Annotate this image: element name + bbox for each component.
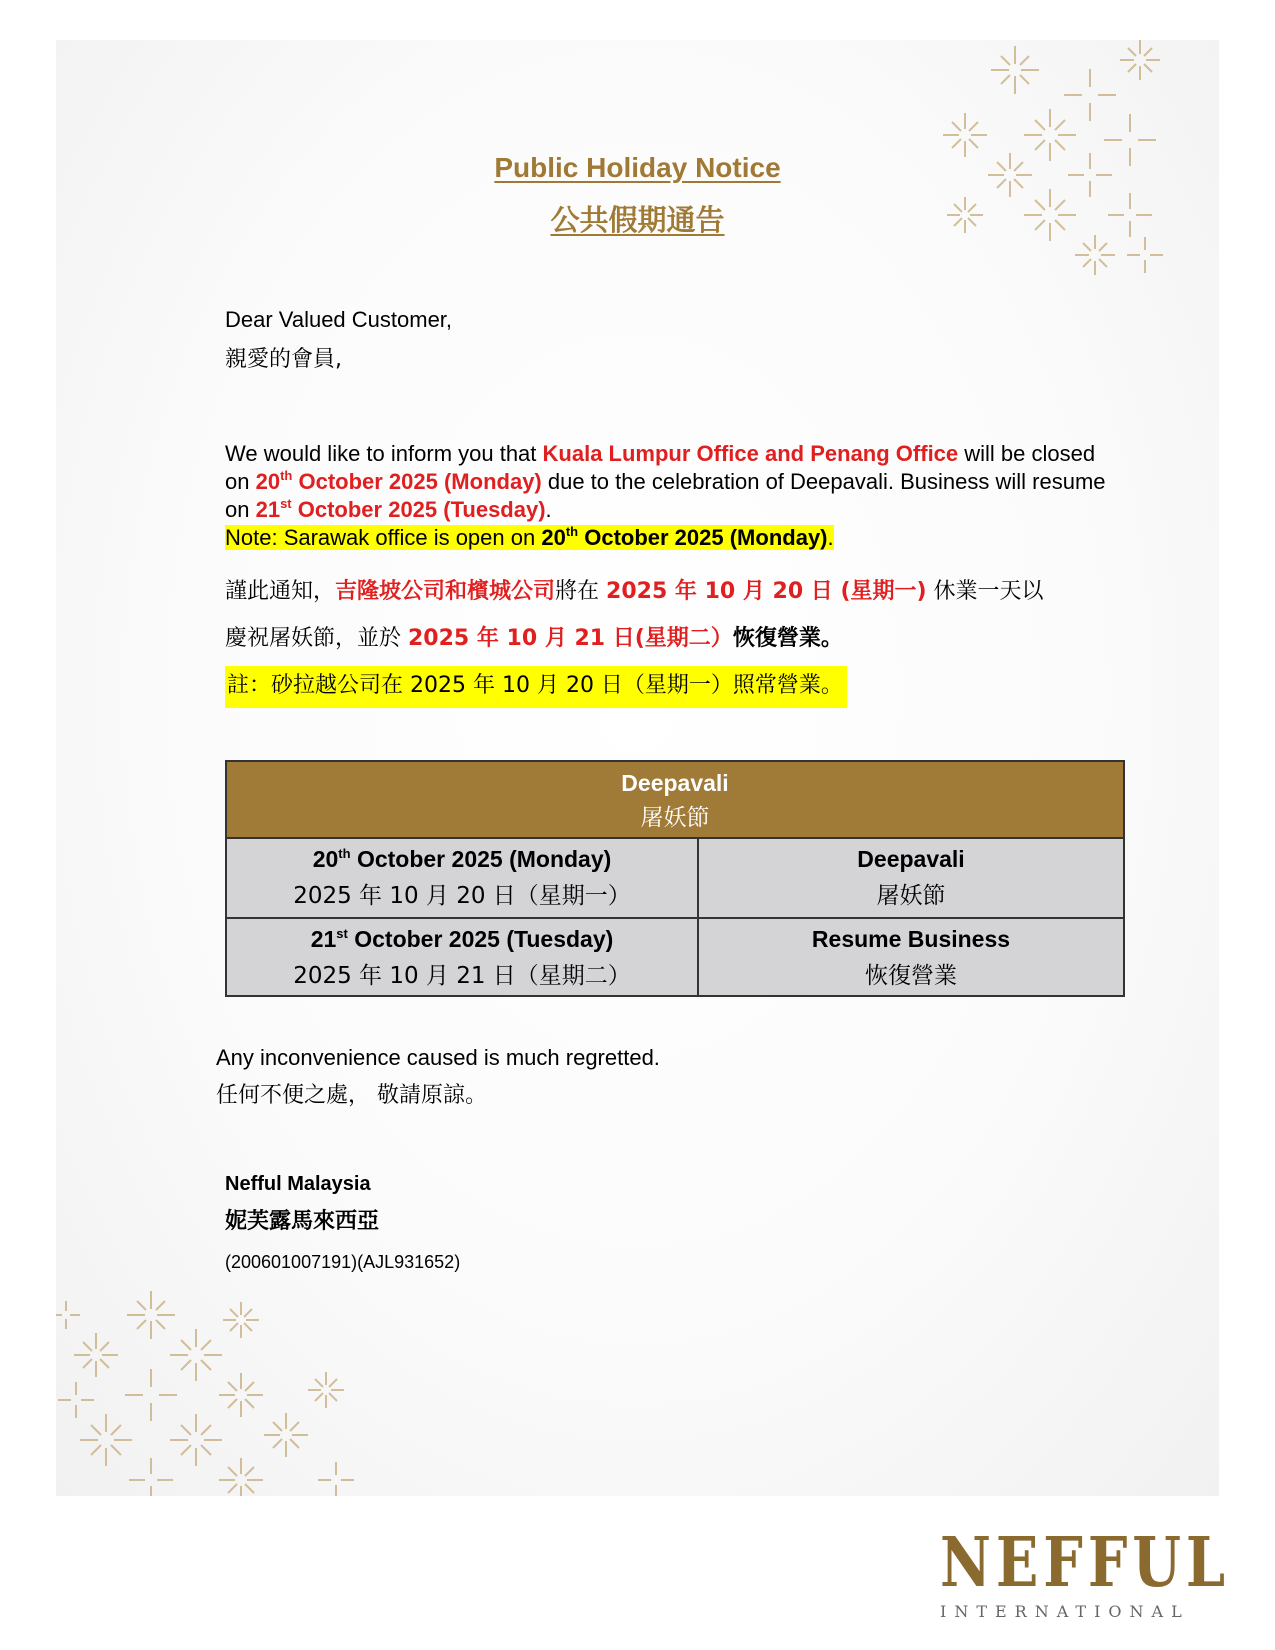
table-row — [227, 839, 1123, 917]
resume-date: 21st October 2025 (Tuesday) — [255, 496, 546, 522]
notice-paragraph-zh-line1: 謹此通知，吉隆坡公司和檳城公司將在 2025 年 10 月 20 日 (星期一) 休業一天以 — [225, 579, 1044, 604]
notice-title-en: Public Holiday Notice — [494, 152, 781, 183]
table-cell-date: 21st October 2025 (Tuesday) 2025 年 10 月 21 日（星期二） — [227, 919, 699, 995]
table-cell-date: 20th October 2025 (Monday) 2025 年 10 月 20 日（星期一） — [227, 839, 699, 917]
table-row — [227, 917, 1123, 995]
company-registration: (200601007191)(AJL931652) — [225, 1252, 461, 1272]
closing-zh: 任何不便之處， 敬請原諒。 — [216, 1083, 487, 1108]
notice-title-zh: 公共假期通告 — [550, 203, 725, 237]
table-cell-event: Deepavali 屠妖節 — [857, 846, 965, 909]
offices-highlight: Kuala Lumpur Office and Penang Office — [542, 441, 959, 466]
holiday-table — [225, 760, 1125, 997]
table-cell-event: Resume Business 恢復營業 — [811, 926, 1011, 989]
notice-paragraph-zh-line2: 慶祝屠妖節，並於 2025 年 10 月 21 日(星期二）恢復營業。 — [225, 626, 843, 651]
sparkle-decoration-bottom-left — [56, 1290, 366, 1496]
nefful-logo: NEFFUL INTERNATIONAL — [940, 1523, 1230, 1621]
company-name-en: Nefful Malaysia — [225, 1173, 371, 1195]
company-name-zh: 妮芙露馬來西亞 — [225, 1209, 380, 1234]
sarawak-note-zh: 註：砂拉越公司在 2025 年 10 月 20 日（星期一）照常營業。 — [225, 666, 847, 708]
greeting-en: Dear Valued Customer, — [225, 307, 453, 332]
table-header: Deepavali 屠妖節 — [227, 762, 1123, 839]
greeting-zh: 親愛的會員, — [225, 347, 342, 372]
sarawak-note-en: Note: Sarawak office is open on 20th October 2025 (Monday). — [225, 524, 834, 550]
notice-paragraph-en: We would like to inform you that Kuala Lumpur Office and Penang Office will be closed on 20th October 2025 (Monday) due to the celebration of Deepavali. Business will resume on 21st October 2025 (Tuesday). Note: Sarawak office is open on 20th October 2025 (Monday). — [225, 441, 1106, 550]
closure-date: 20th October 2025 (Monday) — [255, 468, 542, 494]
closing-en: Any inconvenience caused is much regretted. — [216, 1045, 660, 1070]
